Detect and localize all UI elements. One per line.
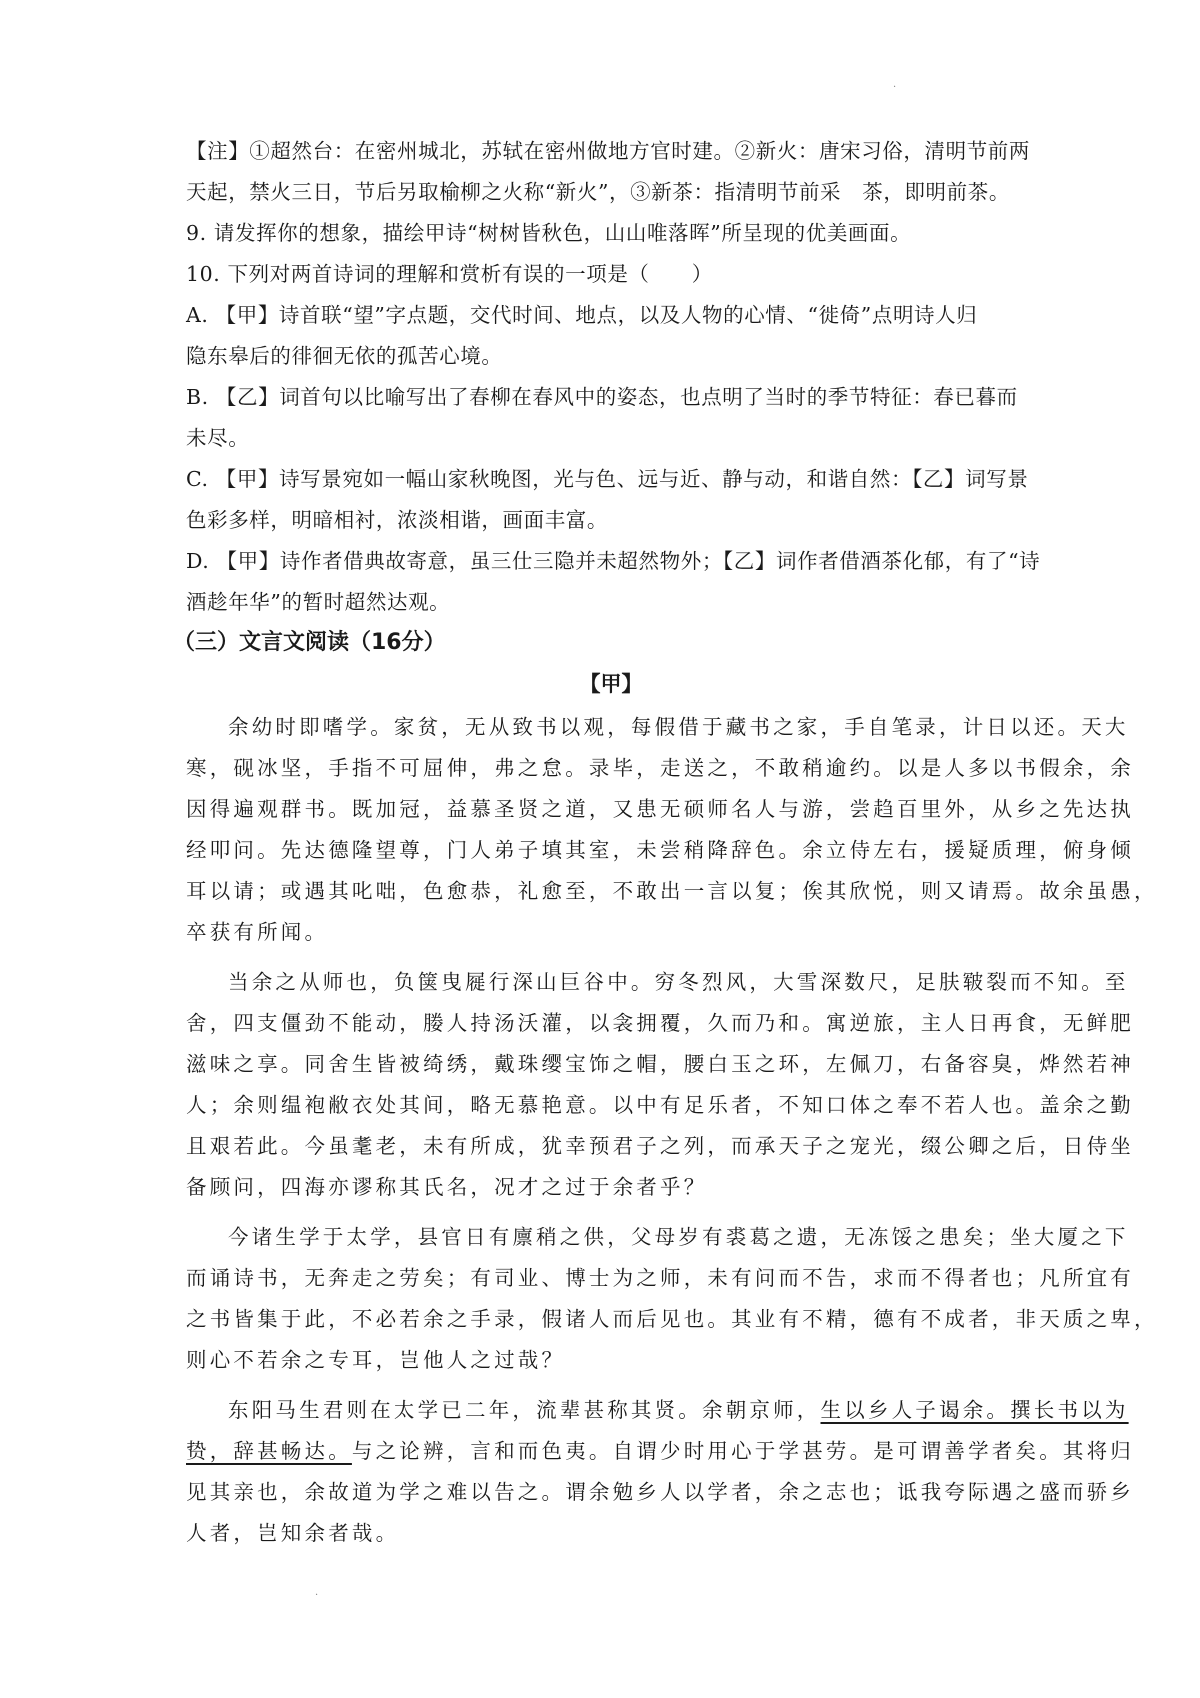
passage-p1-line: 经叩问。先达德隆望尊，门人弟子填其室，未尝稍降辞色。余立侍左右，援疑质理，俯身倾 [186,838,1134,862]
passage-p1-line: 寒，砚冰坚，手指不可屈伸，弗之怠。录毕，走送之，不敢稍逾约。以是人多以书假余，余 [186,756,1134,780]
passage-p1-line: 因得遍观群书。既加冠，益慕圣贤之道，又患无硕师名人与游，尝趋百里外，从乡之先达执 [186,797,1134,821]
passage-p3-line: 今诸生学于太学，县官日有廪稍之供，父母岁有裘葛之遗，无冻馁之患矣；坐大厦之下 [228,1225,1129,1249]
passage-p3-line: 之书皆集于此，不必若余之手录，假诸人而后见也。其业有不精，德有不成者，非天质之卑， [186,1307,1158,1331]
passage-p4-line-4: 人者，岂知余者哉。 [186,1521,400,1545]
passage-text: 与之论辨，言和而色夷。自谓少时用心于学甚劳。是可谓善学者矣。其将归 [351,1439,1135,1463]
passage-p2-line: 人；余则缊袍敝衣处其间，略无慕艳意。以中有足乐者，不知口体之奉不若人也。盖余之勤 [186,1093,1134,1117]
scan-speck: · [315,1590,319,1601]
note-line-1: 【注】①超然台：在密州城北，苏轼在密州做地方官时建。②新火：唐宋习俗，清明节前两 [186,139,1030,163]
passage-p1-line: 卒获有所闻。 [186,920,329,944]
note-line-2: 天起，禁火三日，节后另取榆柳之火称“新火”，③新茶：指清明节前采 茶，即明前茶。 [186,180,1010,204]
scan-speck: · [893,82,897,93]
underlined-sentence: 贽，辞甚畅达。 [186,1439,352,1463]
passage-text: 东阳马生君则在太学已二年，流辈甚称其贤。余朝京师， [228,1398,821,1422]
passage-p2-line: 舍，四支僵劲不能动，媵人持汤沃灌，以衾拥覆，久而乃和。寓逆旅，主人日再食，无鲜肥 [186,1011,1134,1035]
passage-p1-line: 耳以请；或遇其叱咄，色愈恭，礼愈至，不敢出一言以复；俟其欣悦，则又请焉。故余虽愚， [186,879,1158,903]
passage-p2-line: 备顾问，四海亦谬称其氏名，况才之过于余者乎？ [186,1175,708,1199]
question-9: 9. 请发挥你的想象，描绘甲诗“树树皆秋色，山山唯落晖”所呈现的优美画面。 [186,221,912,245]
option-a-line-2: 隐东皋后的徘徊无依的孤苦心境。 [186,344,503,368]
option-b-line-2: 未尽。 [186,426,250,450]
passage-p4-line-1 [186,1393,1129,1423]
passage-p4-line-3: 见其亲也，余故道为学之难以告之。谓余勉乡人以学者，余之志也；诋我夸际遇之盛而骄乡 [186,1480,1134,1504]
option-d-line-2: 酒趁年华”的暂时超然达观。 [186,590,451,614]
option-a-line-1: A. 【甲】诗首联“望”字点题，交代时间、地点，以及人物的心情、“徙倚”点明诗人归 [186,303,978,327]
option-c-line-2: 色彩多样，明暗相衬，浓淡相谐，画面丰富。 [186,508,608,532]
passage-p3-line: 而诵诗书，无奔走之劳矣；有司业、博士为之师，未有问而不告，求而不得者也；凡所宜有 [186,1266,1134,1290]
passage-p4-line-2 [186,1434,1135,1464]
section-heading: （三）文言文阅读（16分） [173,630,446,655]
passage-p2-line: 且艰若此。今虽耄老，未有所成，犹幸预君子之列，而承天子之宠光，缀公卿之后，日侍坐 [186,1134,1134,1158]
passage-p2-line: 滋味之享。同舍生皆被绮绣，戴珠缨宝饰之帽，腰白玉之环，左佩刀，右备容臭，烨然若神 [186,1052,1134,1076]
question-10-stem: 10. 下列对两首诗词的理解和赏析有误的一项是（ ） [186,262,713,286]
passage-p3-line: 则心不若余之专耳，岂他人之过哉？ [186,1348,566,1372]
option-d-line-1: D. 【甲】诗作者借典故寄意，虽三仕三隐并未超然物外；【乙】词作者借酒茶化郁，有了“诗 [186,549,1041,573]
passage-p2-line: 当余之从师也，负箧曳屣行深山巨谷中。穷冬烈风，大雪深数尺，足肤皲裂而不知。至 [228,970,1129,994]
passage-subheading: 【甲】 [579,671,643,696]
passage-p1-line: 余幼时即嗜学。家贫，无从致书以观，每假借于藏书之家，手自笔录，计日以还。天大 [228,715,1129,739]
option-b-line-1: B. 【乙】词首句以比喻写出了春柳在春风中的姿态，也点明了当时的季节特征：春已暮而 [186,385,1018,409]
underlined-sentence: 生以乡人子谒余。撰长书以为 [820,1398,1129,1422]
option-c-line-1: C. 【甲】诗写景宛如一幅山家秋晚图，光与色、远与近、静与动，和谐自然：【乙】词写景 [186,467,1029,491]
